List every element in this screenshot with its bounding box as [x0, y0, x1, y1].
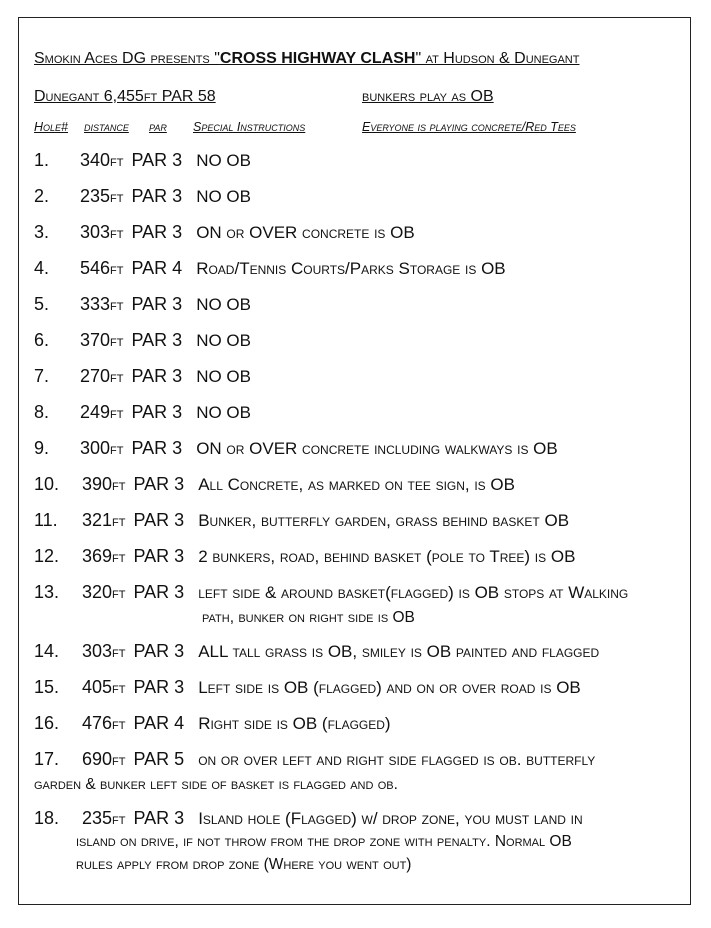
hole-distance-unit: ft — [110, 441, 124, 458]
event-name: CROSS HIGHWAY CLASH — [219, 50, 416, 67]
hole-distance-value: 235 — [82, 808, 113, 828]
hole-instructions: NO OB — [196, 151, 251, 170]
bunkers-note: bunkers play as OB — [362, 88, 494, 105]
hole-instructions-continued: island on drive, if not throw from the drop zone with penalty. Normal OB — [76, 833, 572, 850]
hole-instructions: NO OB — [196, 403, 251, 422]
event-title — [34, 50, 579, 68]
hole-instructions: Left side is OB (flagged) and on or over road is OB — [198, 678, 581, 697]
hole-distance-value: 370 — [80, 330, 111, 350]
hole-distance — [82, 582, 126, 603]
hole-distance-unit: ft — [112, 752, 126, 769]
hole-number: 12. — [34, 546, 60, 566]
hole-distance-unit: ft — [112, 513, 126, 530]
hole-row — [34, 546, 575, 567]
hole-number: 14. — [34, 641, 60, 661]
hole-distance — [82, 677, 126, 698]
hole-instructions: 2 bunkers, road, behind basket (pole to Tree) is OB — [198, 547, 576, 566]
hole-distance — [80, 186, 124, 207]
hole-par: PAR 3 — [133, 677, 185, 697]
hole-distance-value: 340 — [80, 150, 111, 170]
hole-row — [34, 258, 506, 279]
hole-par: PAR 3 — [131, 294, 183, 314]
hole-distance-unit: ft — [110, 189, 124, 206]
hole-distance-unit: ft — [110, 297, 124, 314]
hole-par: PAR 3 — [131, 150, 183, 170]
hole-par: PAR 3 — [133, 582, 185, 602]
hole-number: 15. — [34, 677, 60, 697]
hole-distance — [80, 366, 124, 387]
hole-number: 8. — [34, 402, 50, 422]
hole-distance-unit: ft — [110, 225, 124, 242]
hole-instructions: NO OB — [196, 187, 251, 206]
hole-instructions: NO OB — [196, 295, 251, 314]
hole-distance-unit: ft — [110, 405, 124, 422]
hole-distance-value: 249 — [80, 402, 111, 422]
hole-number: 16. — [34, 713, 60, 733]
hole-number: 5. — [34, 294, 50, 314]
hole-number: 9. — [34, 438, 50, 458]
hole-par: PAR 3 — [131, 186, 183, 206]
hole-instructions: ON or OVER concrete including walkways is OB — [196, 439, 558, 458]
hole-row — [34, 641, 599, 662]
hole-distance — [80, 294, 124, 315]
hole-instructions: left side & around basket(flagged) is OB stops at Walking — [198, 583, 629, 602]
hole-par: PAR 3 — [133, 474, 185, 494]
col-distance-header: distance — [84, 120, 129, 134]
hole-distance-unit: ft — [112, 680, 126, 697]
hole-instructions: ALL tall grass is OB, smiley is OB painted and flagged — [198, 642, 600, 661]
hole-par: PAR 4 — [131, 258, 183, 278]
hole-number: 11. — [34, 510, 58, 530]
hole-instructions: Island hole (Flagged) w/ drop zone, you must land in — [198, 809, 583, 828]
hole-par: PAR 3 — [133, 510, 185, 530]
hole-par: PAR 3 — [133, 808, 185, 828]
hole-instructions: Right side is OB (flagged) — [198, 714, 391, 733]
hole-distance — [80, 258, 124, 279]
hole-instructions-continued: garden & bunker left side of basket is flagged and ob. — [34, 776, 398, 793]
hole-instructions-continued: rules apply from drop zone (Where you went out) — [76, 856, 412, 873]
col-special-header: Special Instructions — [193, 120, 306, 134]
hole-distance-unit: ft — [112, 644, 126, 661]
hole-distance-value: 321 — [82, 510, 113, 530]
hole-distance — [82, 510, 126, 531]
hole-number: 13. — [34, 582, 60, 602]
hole-distance-unit: ft — [110, 369, 124, 386]
tees-note: Everyone is playing concrete/Red Tees — [362, 120, 576, 134]
hole-instructions: on or over left and right side flagged is ob. butterfly — [198, 750, 596, 769]
hole-instructions: Bunker, butterfly garden, grass behind basket OB — [198, 511, 570, 530]
hole-distance-unit: ft — [112, 549, 126, 566]
hole-par: PAR 3 — [131, 438, 183, 458]
hole-distance-unit: ft — [112, 585, 126, 602]
col-hole-header: Hole# — [34, 120, 68, 134]
hole-number: 2. — [34, 186, 50, 206]
hole-par: PAR 3 — [131, 330, 183, 350]
hole-distance — [82, 808, 126, 829]
hole-instructions: All Concrete, as marked on tee sign, is OB — [198, 475, 515, 494]
hole-row — [34, 808, 583, 829]
hole-instructions-continued: path, bunker on right side is OB — [202, 609, 415, 626]
hole-number: 1. — [34, 150, 50, 170]
hole-distance-unit: ft — [110, 153, 124, 170]
hole-row — [34, 294, 251, 315]
hole-distance-value: 476 — [82, 713, 113, 733]
hole-row — [34, 366, 251, 387]
hole-row — [34, 474, 515, 495]
hole-distance-unit: ft — [110, 261, 124, 278]
hole-distance-value: 369 — [82, 546, 113, 566]
hole-distance-value: 690 — [82, 749, 113, 769]
hole-distance-value: 320 — [82, 582, 113, 602]
hole-row — [34, 582, 628, 603]
hole-distance-value: 235 — [80, 186, 111, 206]
hole-distance — [82, 713, 126, 734]
hole-par: PAR 4 — [133, 713, 185, 733]
hole-distance — [80, 150, 124, 171]
title-suffix: " at Hudson & Dunegant — [415, 50, 580, 67]
hole-number: 17. — [34, 749, 60, 769]
hole-row — [34, 438, 558, 459]
hole-instructions: NO OB — [196, 367, 251, 386]
hole-row — [34, 713, 391, 734]
hole-distance-unit: ft — [112, 716, 126, 733]
hole-instructions: NO OB — [196, 331, 251, 350]
hole-number: 4. — [34, 258, 50, 278]
hole-distance — [80, 330, 124, 351]
hole-row — [34, 677, 581, 698]
hole-distance-value: 333 — [80, 294, 111, 314]
hole-row — [34, 749, 595, 770]
hole-row — [34, 402, 251, 423]
hole-par: PAR 5 — [133, 749, 185, 769]
hole-par: PAR 3 — [133, 546, 185, 566]
hole-row — [34, 150, 251, 171]
hole-distance-value: 303 — [82, 641, 113, 661]
hole-row — [34, 222, 415, 243]
hole-distance — [82, 546, 126, 567]
title-prefix: Smokin Aces DG presents " — [34, 50, 220, 67]
hole-distance-unit: ft — [110, 333, 124, 350]
hole-instructions: ON or OVER concrete is OB — [196, 223, 415, 242]
hole-distance-value: 270 — [80, 366, 111, 386]
hole-distance-value: 546 — [80, 258, 111, 278]
hole-number: 7. — [34, 366, 50, 386]
hole-row — [34, 330, 251, 351]
hole-distance-value: 300 — [80, 438, 111, 458]
hole-par: PAR 3 — [131, 222, 183, 242]
hole-par: PAR 3 — [131, 402, 183, 422]
col-par-header: par — [149, 120, 167, 134]
hole-distance-value: 390 — [82, 474, 113, 494]
hole-distance-unit: ft — [112, 477, 126, 494]
hole-distance-unit: ft — [112, 811, 126, 828]
hole-number: 10. — [34, 474, 60, 494]
hole-distance-value: 405 — [82, 677, 113, 697]
hole-number: 6. — [34, 330, 50, 350]
hole-distance — [80, 402, 124, 423]
course-info: Dunegant 6,455ft PAR 58 — [34, 88, 216, 105]
hole-instructions: Road/Tennis Courts/Parks Storage is OB — [196, 259, 506, 278]
hole-par: PAR 3 — [131, 366, 183, 386]
hole-row — [34, 510, 569, 531]
hole-distance — [82, 474, 126, 495]
hole-row — [34, 186, 251, 207]
hole-distance — [82, 749, 126, 770]
hole-number: 18. — [34, 808, 60, 828]
hole-distance — [80, 438, 124, 459]
hole-distance — [82, 641, 126, 662]
hole-number: 3. — [34, 222, 50, 242]
hole-distance-value: 303 — [80, 222, 111, 242]
hole-distance — [80, 222, 124, 243]
hole-par: PAR 3 — [133, 641, 185, 661]
